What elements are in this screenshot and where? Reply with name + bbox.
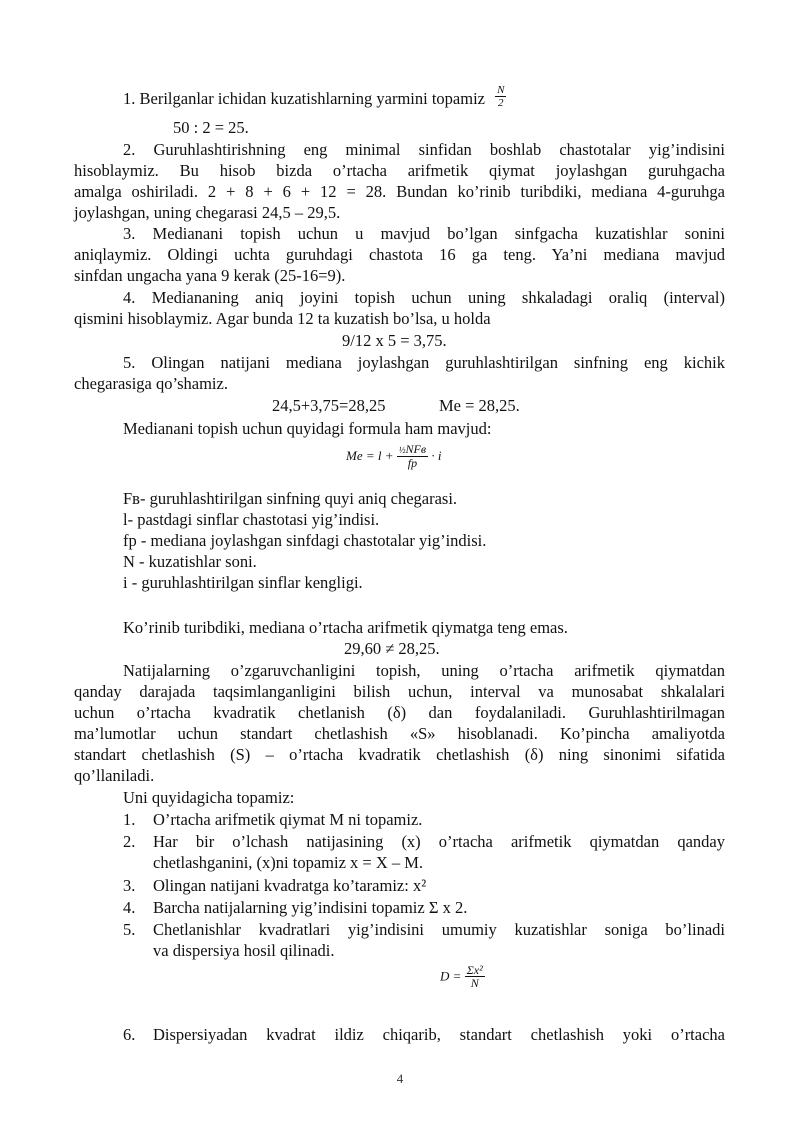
definition-fv: Fв- guruhlashtirilgan sinfning quyi aniq chegarasi. [123, 489, 458, 508]
definition-fp: fp - mediana joylashgan sinfdagi chastotalar yig’indisi. [123, 531, 487, 550]
conclusion-calc: 29,60 ≠ 28,25. [344, 639, 440, 658]
paragraph-4-line-2: qismini hisoblaymiz. Agar bunda 12 ta kuzatish bo’lsa, u holda [74, 309, 491, 328]
paragraph-6-line-6: qo’llaniladi. [74, 766, 155, 785]
paragraph-5-line-2: chegarasiga qo’shamiz. [74, 374, 228, 393]
list-item-6: 6. [123, 1025, 136, 1044]
paragraph-3-line-1: 3. Medianani topish uchun u mavjud bo’lgan sinfgacha kuzatishlar sonini [123, 224, 725, 243]
definition-l: l- pastdagi sinflar chastotasi yig’indisi. [123, 510, 380, 529]
conclusion: Ko’rinib turibdiki, mediana o’rtacha arifmetik qiymatga teng emas. [123, 618, 568, 637]
formula-intro: Medianani topish uchun quyidagi formula ham mavjud: [123, 419, 492, 438]
list-item-2-line-1: Har bir o’lchash natijasining (x) o’rtacha arifmetik qiymatdan qanday [153, 832, 725, 851]
median-formula: Me = l + $\frac{\text{½NFв}}{fp}$ · i [346, 442, 442, 470]
paragraph-3-line-3: sinfdan ungacha yana 9 kerak (25-16=9). [74, 266, 346, 285]
definition-i: i - guruhlashtirilgan sinflar kengligi. [123, 573, 363, 592]
paragraph-2-line-2: hisoblaymiz. Bu hisob bizda o’rtacha arifmetik qiymat joylashgan guruhgacha [74, 161, 725, 180]
dispersion-fraction: $\frac{\text{Σx²}}{N}$ [466, 963, 483, 990]
list-item-5: 5. [123, 920, 136, 939]
list-item-2: 2. [123, 832, 136, 851]
page-number: 4 [396, 1071, 404, 1086]
list-intro: Uni quyidagicha topamiz: [123, 788, 295, 807]
list-item-1: 1. O’rtacha arifmetik qiymat M ni topamiz. [123, 810, 423, 829]
paragraph-5-line-1: 5. Olingan natijani mediana joylashgan guruhlashtirilgan sinfning eng kichik [123, 353, 725, 372]
paragraph-2-line-3: amalga oshiriladi. 2 + 8 + 6 + 12 = 28. Bundan ko’rinib turibdiki, mediana 4-guruhga [74, 182, 725, 201]
dispersion-formula: D = $\frac{\text{Σx²}}{N}$ [440, 963, 483, 990]
paragraph-6-line-5: standart chetlashish (S) – o’rtacha kvadratik chetlashish (δ) ning sinonimi sifatida [74, 745, 725, 764]
paragraph-6-line-3: uchun o’rtacha kvadratik chetlanish (δ) dan foydalaniladi. Guruhlashtirilmagan [74, 703, 725, 722]
calc-median: Me = 28,25. [439, 396, 520, 415]
calc-sum: 24,5+3,75=28,25 [272, 396, 386, 415]
list-item-5-line-1: Chetlanishlar kvadratlari yig’indisini umumiy kuzatishlar soniga bo’linadi [153, 920, 725, 939]
n-over-2-fraction: $\frac{N}{2}$ [497, 83, 505, 109]
definition-n: N - kuzatishlar soni. [123, 552, 257, 571]
paragraph-1: 1. Berilganlar ichidan kuzatishlarning yarmini topamiz $\frac{N}{2}$ [123, 83, 505, 109]
list-item-4: 4. Barcha natijalarning yig’indisini topamiz Σ x 2. [123, 898, 468, 917]
list-item-6-line-1: Dispersiyadan kvadrat ildiz chiqarib, standart chetlashish yoki o’rtacha [153, 1025, 725, 1044]
paragraph-2-line-4: joylashgan, uning chegarasi 24,5 – 29,5. [74, 203, 341, 222]
paragraph-2-line-1: 2. Guruhlashtirishning eng minimal sinfidan boshlab chastotalar yig’indisini [123, 140, 725, 159]
calc-interval: 9/12 x 5 = 3,75. [342, 331, 447, 350]
paragraph-4-line-1: 4. Mediananing aniq joyini topish uchun uning shkaladagi oraliq (interval) [123, 288, 725, 307]
paragraph-6-line-4: ma’lumotlar uchun standart chetlashish «S» hisoblanadi. Ko’pincha amaliyotda [74, 724, 725, 743]
paragraph-3-line-2: aniqlaymiz. Oldingi uchta guruhdagi chastota 16 ga teng. Ya’ni mediana mavjud [74, 245, 725, 264]
calc-half: 50 : 2 = 25. [173, 118, 249, 137]
list-item-3: 3. Olingan natijani kvadratga ko’taramiz: x² [123, 876, 427, 895]
list-item-2-line-2: chetlashganini, (x)ni topamiz x = X – M. [153, 853, 424, 872]
list-item-5-line-2: va dispersiya hosil qilinadi. [153, 941, 335, 960]
median-formula-fraction: $\frac{\text{½NFв}}{fp}$ [398, 442, 427, 470]
paragraph-6-line-1: Natijalarning o’zgaruvchanligini topish, uning o’rtacha arifmetik qiymatdan [123, 661, 725, 680]
paragraph-6-line-2: qanday darajada taqsimlanganligini bilish uchun, interval va munosabat shkalalari [74, 682, 725, 701]
